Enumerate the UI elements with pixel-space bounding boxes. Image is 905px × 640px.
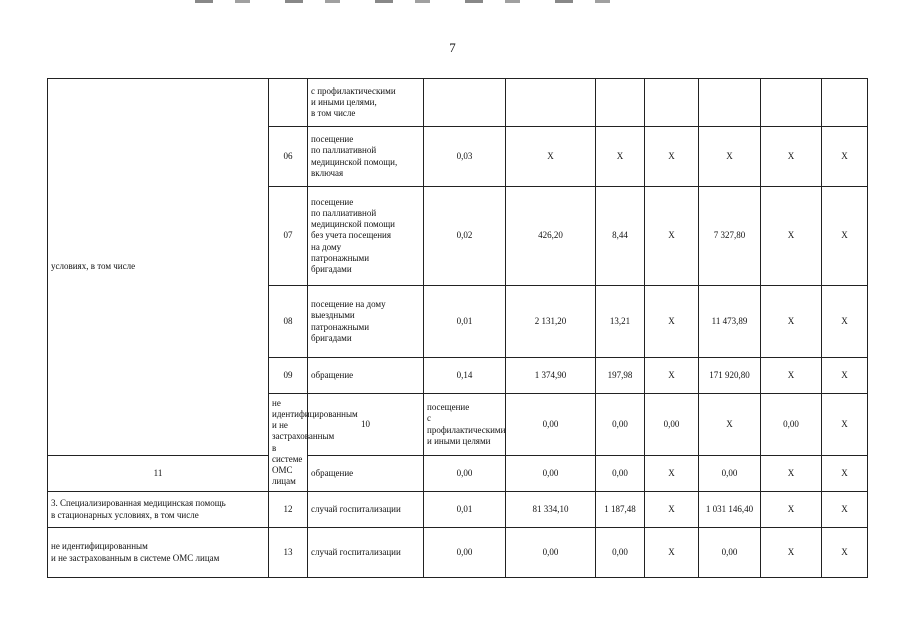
row-unit: обращение — [308, 456, 424, 492]
row-unit: посещение по паллиативной медицинской помощи без учета посещения на дому патронажными бригадами — [308, 187, 424, 286]
row-value-cell: 0,02 — [424, 187, 506, 286]
row-value-cell: X — [645, 492, 699, 528]
row-value-cell: 0,00 — [506, 456, 596, 492]
table-row — [48, 456, 868, 492]
table-row — [48, 79, 868, 127]
row-code: 08 — [269, 286, 308, 358]
scan-artifact — [195, 0, 615, 3]
row-value-cell — [645, 79, 699, 127]
row-value-cell: X — [761, 528, 822, 578]
row-value-cell: 8,44 — [596, 187, 645, 286]
row-category-name: условиях, в том числе — [48, 79, 269, 456]
row-unit: посещение по паллиативной медицинской помощи, включая — [308, 127, 424, 187]
row-value-cell: X — [822, 358, 868, 394]
row-value-cell — [506, 79, 596, 127]
row-code: 13 — [269, 528, 308, 578]
row-unit: случай госпитализации — [308, 528, 424, 578]
row-unit: посещение на дому выездными патронажными бригадами — [308, 286, 424, 358]
row-value-cell: X — [822, 528, 868, 578]
row-value-cell: X — [761, 127, 822, 187]
row-value-cell: 0,00 — [645, 394, 699, 456]
row-value-cell: 0,03 — [424, 127, 506, 187]
row-value-cell: 0,00 — [506, 394, 596, 456]
row-value-cell: 0,00 — [506, 528, 596, 578]
row-value-cell: X — [645, 127, 699, 187]
row-value-cell: X — [761, 358, 822, 394]
row-code: 10 — [308, 394, 424, 456]
row-value-cell: X — [822, 286, 868, 358]
row-value-cell: 11 473,89 — [699, 286, 761, 358]
row-value-cell: 0,00 — [424, 456, 506, 492]
row-value-cell: 0,01 — [424, 492, 506, 528]
row-value-cell: X — [822, 492, 868, 528]
row-value-cell: 0,00 — [596, 528, 645, 578]
row-value-cell: X — [822, 127, 868, 187]
row-value-cell: X — [645, 286, 699, 358]
row-code — [269, 79, 308, 127]
row-value-cell: 7 327,80 — [699, 187, 761, 286]
row-unit: случай госпитализации — [308, 492, 424, 528]
row-value-cell — [822, 79, 868, 127]
row-category-name: 3. Специализированная медицинская помощь в стационарных условиях, в том числе — [48, 492, 269, 528]
table-row — [48, 528, 868, 578]
row-code: 11 — [48, 456, 269, 492]
row-code: 07 — [269, 187, 308, 286]
row-code: 12 — [269, 492, 308, 528]
row-value-cell — [761, 79, 822, 127]
row-value-cell: 0,00 — [424, 528, 506, 578]
row-value-cell — [699, 79, 761, 127]
row-value-cell: X — [506, 127, 596, 187]
row-value-cell: X — [645, 528, 699, 578]
row-value-cell: X — [761, 286, 822, 358]
row-value-cell: X — [822, 187, 868, 286]
row-value-cell: 1 374,90 — [506, 358, 596, 394]
row-value-cell: 0,00 — [761, 394, 822, 456]
row-value-cell: X — [822, 394, 868, 456]
row-code: 09 — [269, 358, 308, 394]
row-value-cell: X — [699, 127, 761, 187]
row-value-cell: 171 920,80 — [699, 358, 761, 394]
volume-cost-table — [47, 78, 868, 578]
row-value-cell: 2 131,20 — [506, 286, 596, 358]
row-value-cell: 0,00 — [699, 456, 761, 492]
row-value-cell: 0,00 — [699, 528, 761, 578]
row-value-cell: 1 031 146,40 — [699, 492, 761, 528]
row-value-cell: X — [645, 358, 699, 394]
row-value-cell — [596, 79, 645, 127]
row-value-cell: 81 334,10 — [506, 492, 596, 528]
row-value-cell: X — [761, 187, 822, 286]
row-value-cell — [424, 79, 506, 127]
row-value-cell: 1 187,48 — [596, 492, 645, 528]
row-value-cell: 426,20 — [506, 187, 596, 286]
row-value-cell: 197,98 — [596, 358, 645, 394]
row-value-cell: X — [699, 394, 761, 456]
row-value-cell: X — [761, 456, 822, 492]
row-value-cell: 0,00 — [596, 456, 645, 492]
row-category-name: не идентифицированным и не застрахованным в системе ОМС лицам — [269, 394, 308, 492]
row-unit: посещение с профилактическими и иными целями — [424, 394, 506, 456]
row-value-cell: 13,21 — [596, 286, 645, 358]
row-value-cell: X — [596, 127, 645, 187]
row-value-cell: X — [822, 456, 868, 492]
row-value-cell: X — [645, 456, 699, 492]
page-number: 7 — [449, 40, 456, 55]
row-unit: с профилактическими и иными целями, в том числе — [308, 79, 424, 127]
row-unit: обращение — [308, 358, 424, 394]
row-value-cell: X — [645, 187, 699, 286]
row-value-cell: 0,14 — [424, 358, 506, 394]
row-code: 06 — [269, 127, 308, 187]
row-category-name: не идентифицированным и не застрахованным в системе ОМС лицам — [48, 528, 269, 578]
row-value-cell: X — [761, 492, 822, 528]
row-value-cell: 0,00 — [596, 394, 645, 456]
table-row — [48, 492, 868, 528]
row-value-cell: 0,01 — [424, 286, 506, 358]
